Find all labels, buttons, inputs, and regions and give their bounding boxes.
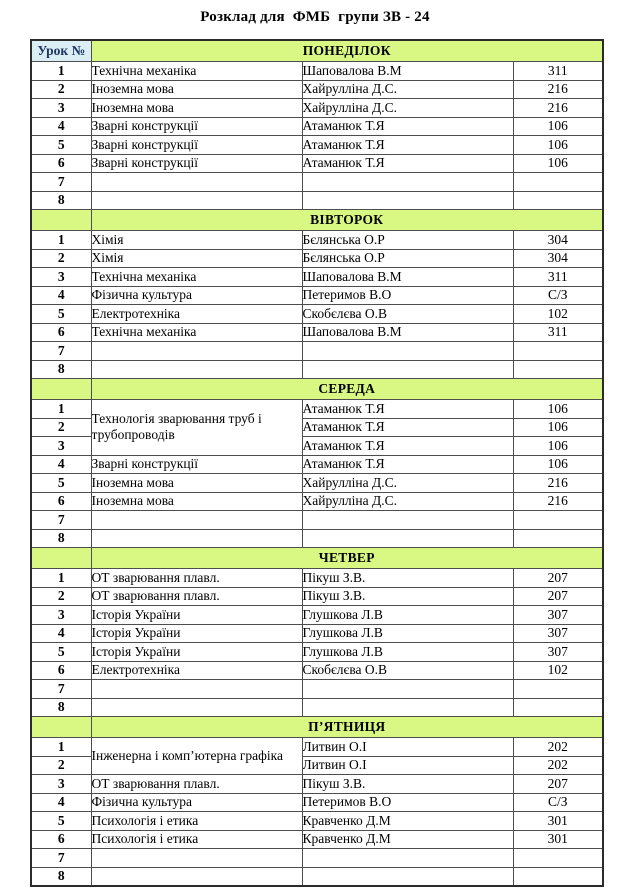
lesson-number-cell: 5 [31, 136, 91, 155]
room-cell [513, 849, 603, 868]
lesson-number-cell: 6 [31, 661, 91, 680]
page-title: Розклад для ФМБ групи ЗВ - 24 [200, 9, 430, 25]
teacher-cell: Атаманюк Т.Я [302, 117, 513, 136]
lesson-row [31, 867, 603, 886]
lesson-number-cell: 7 [31, 680, 91, 699]
lesson-number-cell: 5 [31, 643, 91, 662]
lesson-row [31, 249, 603, 268]
lesson-number-cell: 7 [31, 342, 91, 361]
subject-cell: Хімія [91, 249, 302, 268]
subject-cell: Зварні конструкції [91, 455, 302, 474]
subject-cell [91, 529, 302, 548]
teacher-cell: Скобєлєва О.В [302, 305, 513, 324]
teacher-cell: Глушкова Л.В [302, 624, 513, 643]
lesson-number-cell: 6 [31, 154, 91, 173]
teacher-cell: Петеримов В.О [302, 793, 513, 812]
lesson-number-cell: 2 [31, 418, 91, 437]
teacher-cell [302, 680, 513, 699]
teacher-cell: Шаповалова В.М [302, 62, 513, 81]
teacher-cell: Атаманюк Т.Я [302, 455, 513, 474]
room-cell: 307 [513, 606, 603, 625]
subject-cell: ОТ зварювання плавл. [91, 775, 302, 794]
subject-cell: Історія України [91, 643, 302, 662]
day-header-corner-cell [31, 548, 91, 569]
subject-cell [91, 360, 302, 379]
lesson-row [31, 793, 603, 812]
room-cell: 106 [513, 418, 603, 437]
teacher-cell: Петеримов В.О [302, 286, 513, 305]
teacher-cell: Атаманюк Т.Я [302, 418, 513, 437]
day-header-row [31, 548, 603, 569]
subject-cell: Зварні конструкції [91, 154, 302, 173]
lesson-row [31, 511, 603, 530]
subject-cell [91, 191, 302, 210]
lesson-number-cell: 5 [31, 474, 91, 493]
lesson-number-cell: 4 [31, 624, 91, 643]
lesson-number-cell: 8 [31, 867, 91, 886]
lesson-number-cell: 3 [31, 606, 91, 625]
lesson-row [31, 455, 603, 474]
lesson-number-cell: 5 [31, 812, 91, 831]
teacher-cell [302, 698, 513, 717]
room-cell [513, 680, 603, 699]
room-cell: 216 [513, 492, 603, 511]
lesson-row [31, 360, 603, 379]
lesson-row [31, 191, 603, 210]
lesson-row [31, 698, 603, 717]
subject-cell: Фізична культура [91, 286, 302, 305]
lesson-row [31, 400, 603, 419]
lesson-row [31, 323, 603, 342]
lesson-row [31, 136, 603, 155]
room-cell: 311 [513, 268, 603, 287]
lesson-row [31, 643, 603, 662]
lesson-row [31, 849, 603, 868]
subject-cell: Історія України [91, 624, 302, 643]
room-cell: 102 [513, 661, 603, 680]
lesson-row [31, 268, 603, 287]
teacher-cell [302, 849, 513, 868]
lesson-row [31, 342, 603, 361]
room-cell: 304 [513, 231, 603, 250]
teacher-cell: Кравченко Д.М [302, 830, 513, 849]
room-cell: 207 [513, 775, 603, 794]
lesson-number-cell: 7 [31, 511, 91, 530]
teacher-cell: Пікуш З.В. [302, 775, 513, 794]
room-cell [513, 511, 603, 530]
room-cell [513, 867, 603, 886]
teacher-cell: Хайрулліна Д.С. [302, 474, 513, 493]
teacher-cell [302, 342, 513, 361]
lesson-number-cell: 2 [31, 587, 91, 606]
teacher-cell: Скобєлєва О.В [302, 661, 513, 680]
lesson-number-cell: 3 [31, 437, 91, 456]
lesson-row [31, 231, 603, 250]
room-cell [513, 342, 603, 361]
lesson-row [31, 492, 603, 511]
subject-cell: Іноземна мова [91, 99, 302, 118]
lesson-row [31, 587, 603, 606]
lesson-row [31, 117, 603, 136]
teacher-cell: Атаманюк Т.Я [302, 400, 513, 419]
day-header-row [31, 210, 603, 231]
room-cell: С/З [513, 793, 603, 812]
room-cell [513, 360, 603, 379]
room-cell: 307 [513, 643, 603, 662]
lesson-number-cell: 5 [31, 305, 91, 324]
subject-cell: ОТ зварювання плавл. [91, 569, 302, 588]
room-cell [513, 529, 603, 548]
lesson-row [31, 62, 603, 81]
room-cell: 216 [513, 474, 603, 493]
subject-cell: Технологія зварювання труб і трубопроводів [91, 400, 302, 456]
lesson-number-cell: 8 [31, 360, 91, 379]
lesson-number-cell: 4 [31, 455, 91, 474]
room-cell: 216 [513, 80, 603, 99]
teacher-cell: Атаманюк Т.Я [302, 136, 513, 155]
lesson-row [31, 830, 603, 849]
lesson-row [31, 99, 603, 118]
lesson-row [31, 305, 603, 324]
subject-cell [91, 849, 302, 868]
teacher-cell: Литвин О.І [302, 738, 513, 757]
day-header-corner-cell [31, 379, 91, 400]
lesson-row [31, 529, 603, 548]
subject-cell: Психологія і етика [91, 812, 302, 831]
schedule-body [31, 40, 603, 886]
day-header: П’ЯТНИЦЯ [91, 717, 603, 738]
room-cell: 202 [513, 738, 603, 757]
subject-cell: Електротехніка [91, 305, 302, 324]
subject-cell [91, 698, 302, 717]
room-cell [513, 173, 603, 192]
subject-cell: Хімія [91, 231, 302, 250]
lesson-row [31, 775, 603, 794]
teacher-cell: Бєлянська О.Р [302, 249, 513, 268]
lesson-number-cell: 1 [31, 231, 91, 250]
day-header-row [31, 717, 603, 738]
teacher-cell: Атаманюк Т.Я [302, 154, 513, 173]
room-cell: 106 [513, 154, 603, 173]
teacher-cell [302, 173, 513, 192]
subject-cell [91, 680, 302, 699]
subject-cell: Інженерна і комп’ютерна графіка [91, 738, 302, 775]
subject-cell: Технічна механіка [91, 268, 302, 287]
lesson-number-cell: 6 [31, 323, 91, 342]
day-header: ВІВТОРОК [91, 210, 603, 231]
teacher-cell [302, 867, 513, 886]
lesson-number-cell: 1 [31, 738, 91, 757]
subject-cell: Фізична культура [91, 793, 302, 812]
room-cell: 311 [513, 62, 603, 81]
room-cell: С/З [513, 286, 603, 305]
subject-cell [91, 342, 302, 361]
lesson-number-cell: 7 [31, 173, 91, 192]
room-cell [513, 191, 603, 210]
lesson-row [31, 661, 603, 680]
subject-cell: Зварні конструкції [91, 136, 302, 155]
lesson-row [31, 474, 603, 493]
teacher-cell: Атаманюк Т.Я [302, 437, 513, 456]
teacher-cell: Шаповалова В.М [302, 323, 513, 342]
day-header-corner-cell [31, 717, 91, 738]
day-header: ПОНЕДІЛОК [91, 40, 603, 62]
subject-cell: Зварні конструкції [91, 117, 302, 136]
room-cell: 207 [513, 587, 603, 606]
room-cell: 301 [513, 812, 603, 831]
lesson-row [31, 173, 603, 192]
lesson-number-cell: 3 [31, 268, 91, 287]
teacher-cell: Шаповалова В.М [302, 268, 513, 287]
room-cell: 106 [513, 455, 603, 474]
lesson-number-cell: 8 [31, 698, 91, 717]
lesson-row [31, 569, 603, 588]
lesson-number-cell: 6 [31, 830, 91, 849]
lesson-number-cell: 1 [31, 62, 91, 81]
subject-cell: Технічна механіка [91, 62, 302, 81]
teacher-cell: Глушкова Л.В [302, 643, 513, 662]
subject-cell [91, 173, 302, 192]
lesson-row [31, 680, 603, 699]
room-cell: 202 [513, 756, 603, 775]
subject-cell: Електротехніка [91, 661, 302, 680]
lesson-number-cell: 4 [31, 793, 91, 812]
day-header: СЕРЕДА [91, 379, 603, 400]
teacher-cell: Бєлянська О.Р [302, 231, 513, 250]
teacher-cell [302, 529, 513, 548]
subject-cell: ОТ зварювання плавл. [91, 587, 302, 606]
lesson-row [31, 286, 603, 305]
lesson-row [31, 624, 603, 643]
subject-cell: Психологія і етика [91, 830, 302, 849]
day-header-row [31, 40, 603, 62]
teacher-cell: Пікуш З.В. [302, 587, 513, 606]
lesson-number-cell: 6 [31, 492, 91, 511]
lesson-number-cell: 8 [31, 191, 91, 210]
lesson-col-header: Урок № [31, 40, 91, 62]
room-cell: 106 [513, 136, 603, 155]
subject-cell [91, 867, 302, 886]
room-cell: 102 [513, 305, 603, 324]
room-cell: 106 [513, 437, 603, 456]
teacher-cell: Пікуш З.В. [302, 569, 513, 588]
teacher-cell: Литвин О.І [302, 756, 513, 775]
day-header-corner-cell [31, 210, 91, 231]
teacher-cell [302, 191, 513, 210]
lesson-row [31, 812, 603, 831]
lesson-row [31, 154, 603, 173]
lesson-number-cell: 1 [31, 400, 91, 419]
teacher-cell: Хайрулліна Д.С. [302, 492, 513, 511]
teacher-cell [302, 511, 513, 530]
subject-cell [91, 511, 302, 530]
room-cell [513, 698, 603, 717]
lesson-number-cell: 3 [31, 775, 91, 794]
subject-cell: Технічна механіка [91, 323, 302, 342]
lesson-number-cell: 2 [31, 756, 91, 775]
lesson-number-cell: 4 [31, 286, 91, 305]
subject-cell: Історія України [91, 606, 302, 625]
teacher-cell: Хайрулліна Д.С. [302, 99, 513, 118]
room-cell: 304 [513, 249, 603, 268]
teacher-cell [302, 360, 513, 379]
subject-cell: Іноземна мова [91, 80, 302, 99]
lesson-number-cell: 2 [31, 80, 91, 99]
room-cell: 216 [513, 99, 603, 118]
teacher-cell: Глушкова Л.В [302, 606, 513, 625]
lesson-number-cell: 3 [31, 99, 91, 118]
room-cell: 311 [513, 323, 603, 342]
day-header-row [31, 379, 603, 400]
lesson-number-cell: 2 [31, 249, 91, 268]
lesson-number-cell: 4 [31, 117, 91, 136]
subject-cell: Іноземна мова [91, 492, 302, 511]
room-cell: 301 [513, 830, 603, 849]
lesson-number-cell: 1 [31, 569, 91, 588]
day-header: ЧЕТВЕР [91, 548, 603, 569]
room-cell: 106 [513, 400, 603, 419]
lesson-row [31, 606, 603, 625]
subject-cell: Іноземна мова [91, 474, 302, 493]
room-cell: 307 [513, 624, 603, 643]
room-cell: 106 [513, 117, 603, 136]
lesson-row [31, 80, 603, 99]
lesson-number-cell: 7 [31, 849, 91, 868]
schedule-table [30, 39, 604, 887]
teacher-cell: Кравченко Д.М [302, 812, 513, 831]
lesson-row [31, 738, 603, 757]
teacher-cell: Хайрулліна Д.С. [302, 80, 513, 99]
room-cell: 207 [513, 569, 603, 588]
lesson-number-cell: 8 [31, 529, 91, 548]
